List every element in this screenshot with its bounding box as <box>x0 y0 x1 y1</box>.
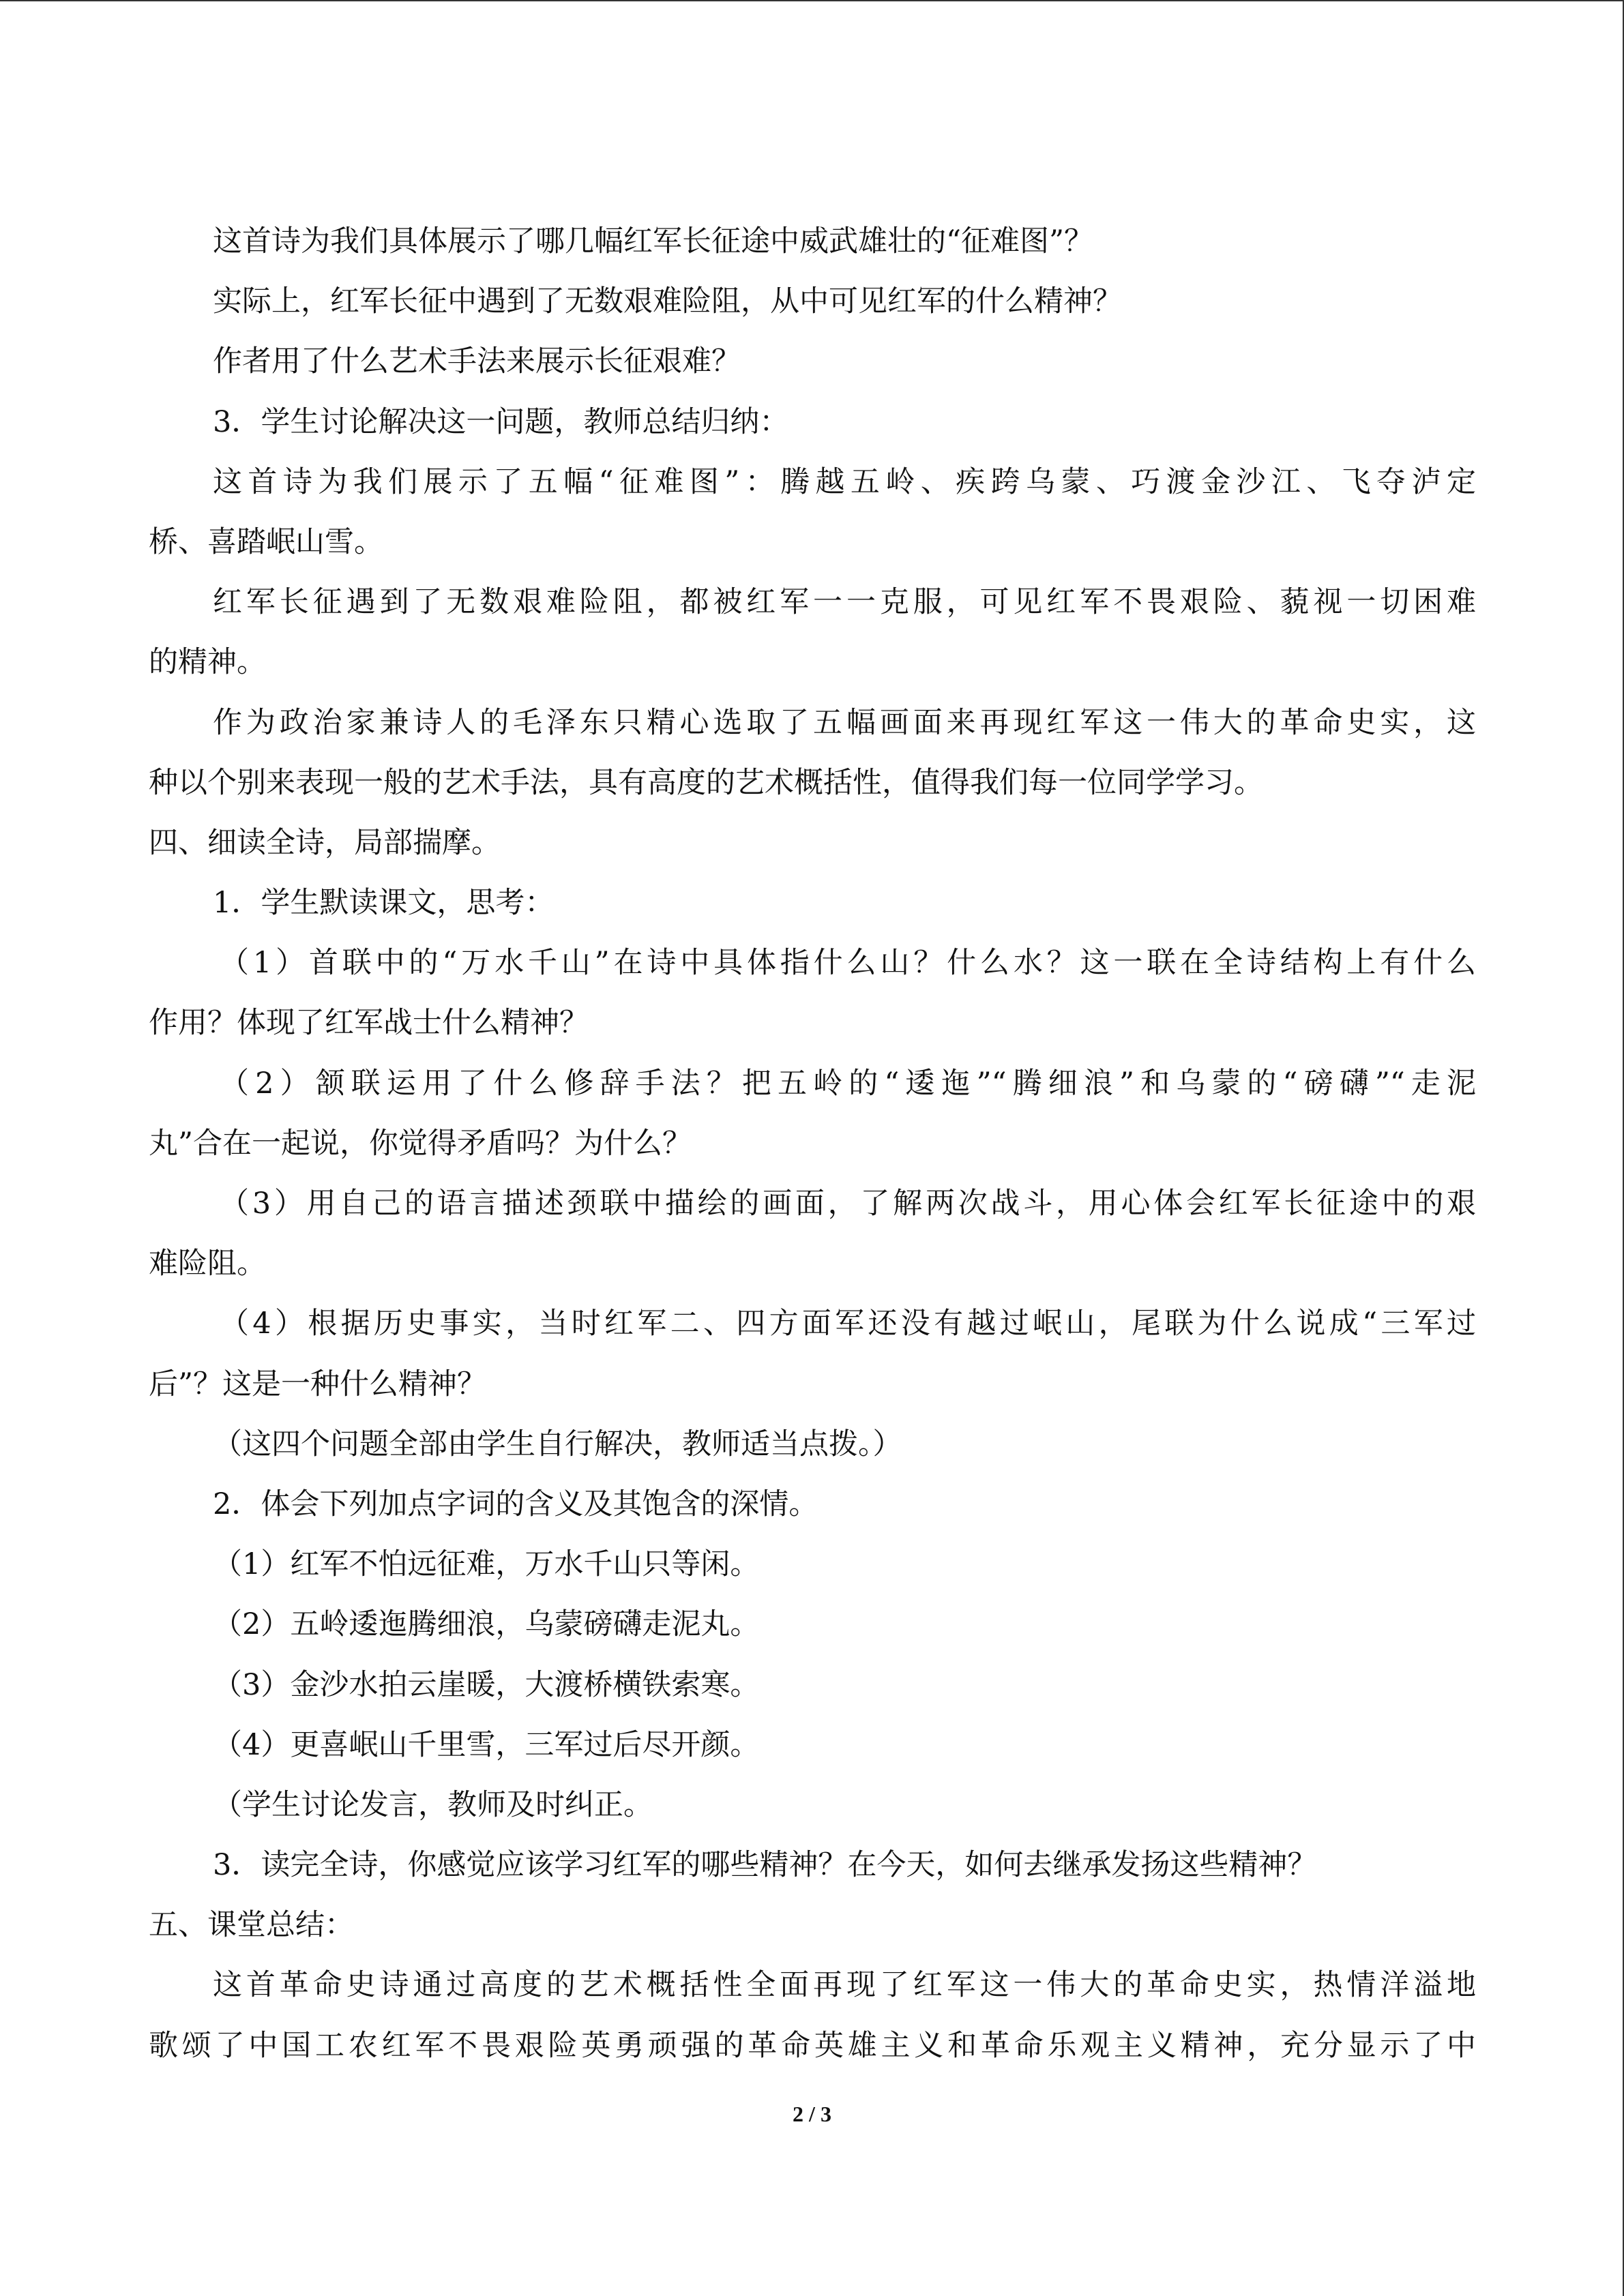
text-line: （4）更喜岷山千里雪，三军过后尽开颜。 <box>213 1727 760 1762</box>
text-line: 1．学生默读课文，思考： <box>213 886 555 921</box>
text-line: 丸”合在一起说，你觉得矛盾吗？为什么？ <box>149 1126 692 1161</box>
text-line: （4）根据历史事实，当时红军二、四方面军还没有越过岷山，尾联为什么说成“三军过 <box>220 1307 1476 1341</box>
text-line: 后”？这是一种什么精神？ <box>149 1367 486 1401</box>
text-line: （2）五岭逶迤腾细浪，乌蒙磅礴走泥丸。 <box>213 1607 760 1642</box>
text-line: 这首诗为我们展示了五幅“征难图”：腾越五岭、疾跨乌蒙、巧渡金沙江、飞夺泸定 <box>213 464 1476 499</box>
text-line: 作者用了什么艺术手法来展示长征艰难？ <box>213 344 741 379</box>
text-line: 桥、喜踏岷山雪。 <box>149 524 383 559</box>
text-line: （学生讨论发言，教师及时纠正。 <box>213 1787 653 1822</box>
text-line: 四、细读全诗，局部揣摩。 <box>149 825 501 860</box>
text-line: （3）用自己的语言描述颈联中描绘的画面，了解两次战斗，用心体会红军长征途中的艰 <box>220 1187 1476 1221</box>
text-line: 的精神。 <box>149 645 266 680</box>
text-line: （3）金沙水拍云崖暖，大渡桥横铁索寒。 <box>213 1667 760 1702</box>
text-line: 这首革命史诗通过高度的艺术概括性全面再现了红军这一伟大的革命史实，热情洋溢地 <box>213 1968 1476 2003</box>
text-line: 作为政治家兼诗人的毛泽东只精心选取了五幅画面来再现红军这一伟大的革命史实，这 <box>213 705 1476 740</box>
text-line: 3．读完全诗，你感觉应该学习红军的哪些精神？在今天，如何去继承发扬这些精神？ <box>213 1848 1317 1883</box>
text-line: 实际上，红军长征中遇到了无数艰难险阻，从中可见红军的什么精神？ <box>213 284 1122 319</box>
text-line: 五、课堂总结： <box>149 1908 354 1943</box>
text-line: （2）颔联运用了什么修辞手法？把五岭的“逶迤”“腾细浪”和乌蒙的“磅礴”“走泥 <box>220 1066 1476 1101</box>
document-body <box>149 211 1476 2076</box>
text-line: （这四个问题全部由学生自行解决，教师适当点拨。） <box>213 1427 902 1461</box>
text-line: 种以个别来表现一般的艺术手法，具有高度的艺术概括性，值得我们每一位同学学习。 <box>149 765 1263 800</box>
text-line: 作用？体现了红军战士什么精神？ <box>149 1006 589 1041</box>
text-line: 3．学生讨论解决这一问题，教师总结归纳： <box>213 404 789 439</box>
text-line: 这首诗为我们具体展示了哪几幅红军长征途中威武雄壮的“征难图”？ <box>213 224 1093 258</box>
text-line: 难险阻。 <box>149 1247 266 1281</box>
text-line: 歌颂了中国工农红军不畏艰险英勇顽强的革命英雄主义和革命乐观主义精神，充分显示了中 <box>149 2028 1476 2063</box>
page-number: 2 / 3 <box>793 2102 831 2126</box>
text-line: 红军长征遇到了无数艰难险阻，都被红军一一克服，可见红军不畏艰险、藐视一切困难 <box>213 585 1476 620</box>
text-line: 2．体会下列加点字词的含义及其饱含的深情。 <box>213 1487 818 1521</box>
text-line: （1）红军不怕远征难，万水千山只等闲。 <box>213 1547 760 1582</box>
text-line: （1）首联中的“万水千山”在诗中具体指什么山？什么水？这一联在全诗结构上有什么 <box>220 946 1476 981</box>
